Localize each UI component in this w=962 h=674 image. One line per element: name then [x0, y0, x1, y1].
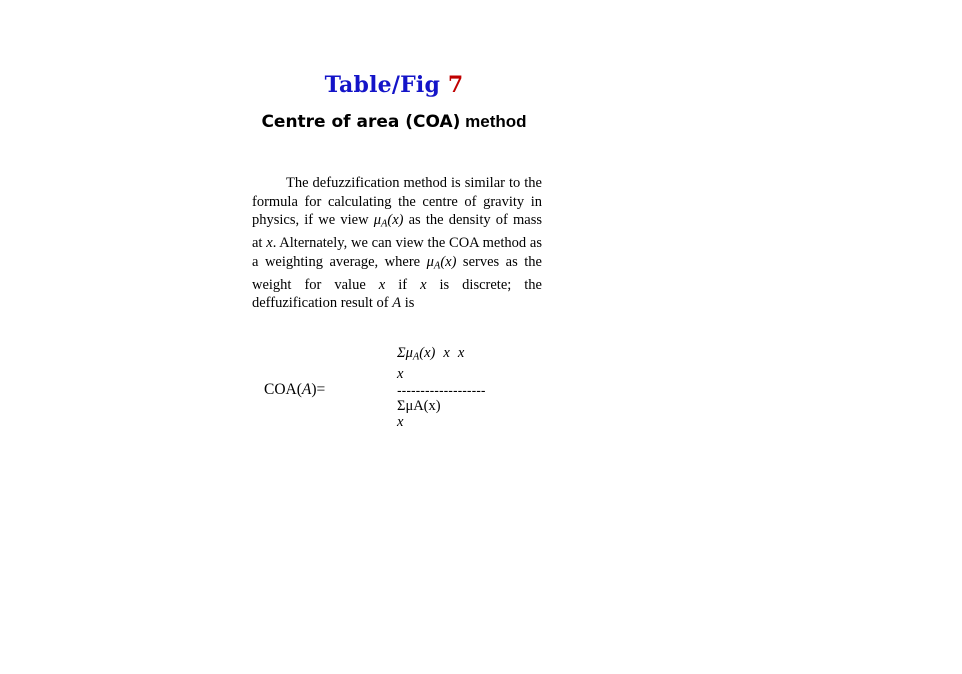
variable-x-2: x	[378, 276, 386, 293]
numerator-sigma-mu: Σμ	[397, 345, 413, 361]
denominator-sigma-mu: ΣμA(x)	[397, 397, 441, 414]
equation-left-side	[264, 381, 325, 399]
mu-symbol-1: μ	[373, 212, 381, 228]
paragraph-sentence-6: is discrete; the deffuzification result of	[252, 276, 542, 312]
numerator-variable-2: x	[457, 345, 465, 361]
mu-argument-1: (x)	[387, 212, 404, 228]
figure-subtitle-rest: method	[460, 112, 527, 131]
figure-title-main: Table/Fig	[324, 72, 441, 98]
paragraph-sentence-2: as the density of mass at	[252, 212, 542, 252]
variable-x-1: x	[266, 235, 273, 252]
figure-title-number: 7	[447, 72, 464, 98]
mu-subscript-1: A	[380, 218, 388, 230]
variable-a: A	[392, 295, 402, 312]
paragraph-sentence-4: serves as the weight for value	[252, 253, 542, 293]
denominator-sum-index: x	[397, 413, 404, 430]
mu-argument-2: (x)	[440, 253, 457, 270]
paragraph-sentence-5: if	[385, 276, 421, 293]
numerator-sum-index: x	[397, 365, 404, 382]
numerator-variable-1: x	[443, 345, 450, 361]
numerator-argument: (x)	[419, 345, 436, 361]
figure-subtitle-bold: Centre of area (COA)	[261, 112, 461, 132]
figure-title	[0, 72, 788, 98]
paragraph-sentence-3: . Alternately, we can view the COA method as a weighting average, where	[252, 235, 542, 270]
paragraph-sentence-7: is	[401, 295, 415, 312]
equation-numerator	[397, 345, 557, 382]
mu-subscript-2: A	[433, 260, 441, 272]
figure-subtitle	[0, 112, 788, 132]
fraction-bar: -------------------	[397, 381, 486, 398]
body-paragraph	[252, 174, 542, 313]
numerator-subscript: A	[412, 351, 420, 363]
equation-fraction	[397, 345, 557, 430]
equation-lhs-text: COA(	[264, 381, 302, 398]
paragraph-sentence-1: The defuzzification method is similar to the formula for calculating the centre of gravity in physics, if we view	[252, 175, 542, 228]
variable-x-3: x	[420, 276, 427, 293]
equation-denominator	[397, 398, 557, 430]
mu-symbol-2: μ	[426, 253, 434, 270]
equation-lhs-end: )=	[311, 381, 326, 398]
equation-lhs-variable: A	[301, 381, 312, 398]
